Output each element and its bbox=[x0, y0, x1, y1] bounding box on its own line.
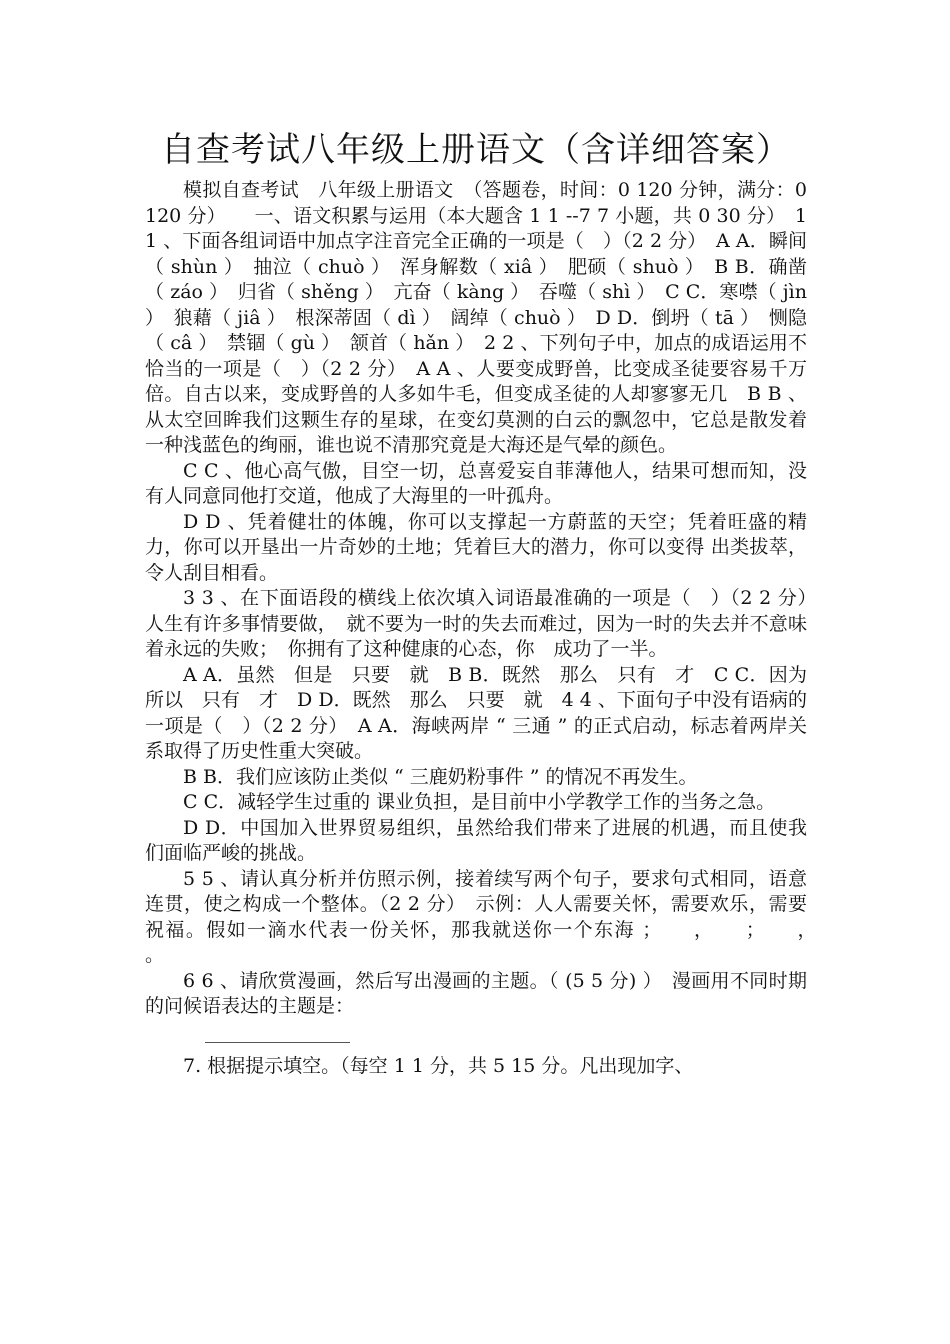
document-body bbox=[145, 178, 846, 1020]
footer-line: 7. 根据提示填空。（每空 1 1 分，共 5 15 分。凡出现加字、 bbox=[183, 1054, 694, 1077]
document-title: 自查考试八年级上册语文（含详细答案） bbox=[161, 130, 791, 170]
paragraph: D D 、凭着健壮的体魄，你可以支撑起一方蔚蓝的天空；凭着旺盛的精力，你可以开垦出一片奇妙的土地；凭着巨大的潜力，你可以变得 出类拔萃，令人刮目相看。 bbox=[145, 510, 807, 584]
paragraph: C C 、他心高气傲，目空一切，总喜爱妄自菲薄他人，结果可想而知，没有人同意同他打交道，他成了大海里的一叶孤舟。 bbox=[145, 459, 807, 507]
paragraph: 模拟自查考试 八年级上册语文 （答题卷，时间：0 120 分钟，满分：0 120 分） 一、语文积累与运用（本大题含 1 1 --7 7 小题，共 0 30 分） 1 1 、下面各组词语中加点字注音完全正确的一项是（ ）（2 2 分） A A．瞬间（ shùn ） 抽泣（ chuò ） 浑身解数（ xiâ ） 肥硕（ shuò ） B B．确凿（ záo ） 归省（ shěng ） 亢奋（ kàng ） 吞噬（ shì ） C C．寒噤（ jìn ） 狼藉（ jiâ ） 根深蒂固（ dì ） 阔绰（ chuò ） D D．倒坍（ tā ） 恻隐（ câ ） 禁锢（ gù ） 颔首（ hǎn ） 2 2 、下列句子中，加点的成语运用不恰当的一项是（ ）（2 2 分） A A 、人要变成野兽，比变成圣徒要容易千万倍。自古以来，变成野兽的人多如牛毛，但变成圣徒的人却寥寥无几 B B 、从太空回眸我们这颗生存的星球，在变幻莫测的白云的飘忽中，它总是散发着一种浅蓝色的绚丽，谁也说不清那究竟是大海还是气晕的颜色。 bbox=[145, 179, 807, 456]
document-page bbox=[145, 128, 846, 1098]
paragraph: A A．虽然 但是 只要 就 B B．既然 那么 只有 才 C C．因为 所以 只有 才 D D．既然 那么 只要 就 4 4 、下面句子中没有语病的一项是（ ）（2 2 分） A A．海峡两岸 “ 三通 ” 的正式启动，标志着两岸关系取得了历史性重大突破。 bbox=[145, 663, 827, 762]
answer-blank-line bbox=[205, 1042, 350, 1043]
paragraph: 3 3 、在下面语段的横线上依次填入词语最准确的一项是（ ）（2 2 分） 人生有许多事情要做， 就不要为一时的失去而难过，因为一时的失去并不意味着永远的失败； 你拥有了这种健康的心态，你 成功了一半。 bbox=[145, 587, 827, 660]
paragraph: 5 5 、请认真分析并仿照示例，接着续写两个句子，要求句式相同，语意连贯，使之构成一个整体。（2 2 分） 示例：人人需要关怀，需要欢乐，需要祝福。假如一滴水代表一份关怀，那我就送你一个东海 ； ， ； ， 。 bbox=[145, 867, 846, 966]
paragraph: 6 6 、请欣赏漫画，然后写出漫画的主题。（ (5 5 分) ） 漫画用不同时期的问候语表达的主题是： bbox=[145, 969, 807, 1017]
paragraph: C C．减轻学生过重的 课业负担，是目前中小学教学工作的当务之急。 bbox=[183, 791, 776, 813]
paragraph: D D．中国加入世界贸易组织，虽然给我们带来了进展的机遇，而且使我们面临严峻的挑战。 bbox=[145, 816, 807, 864]
paragraph: B B．我们应该防止类似 “ 三鹿奶粉事件 ” 的情况不再发生。 bbox=[183, 765, 698, 788]
